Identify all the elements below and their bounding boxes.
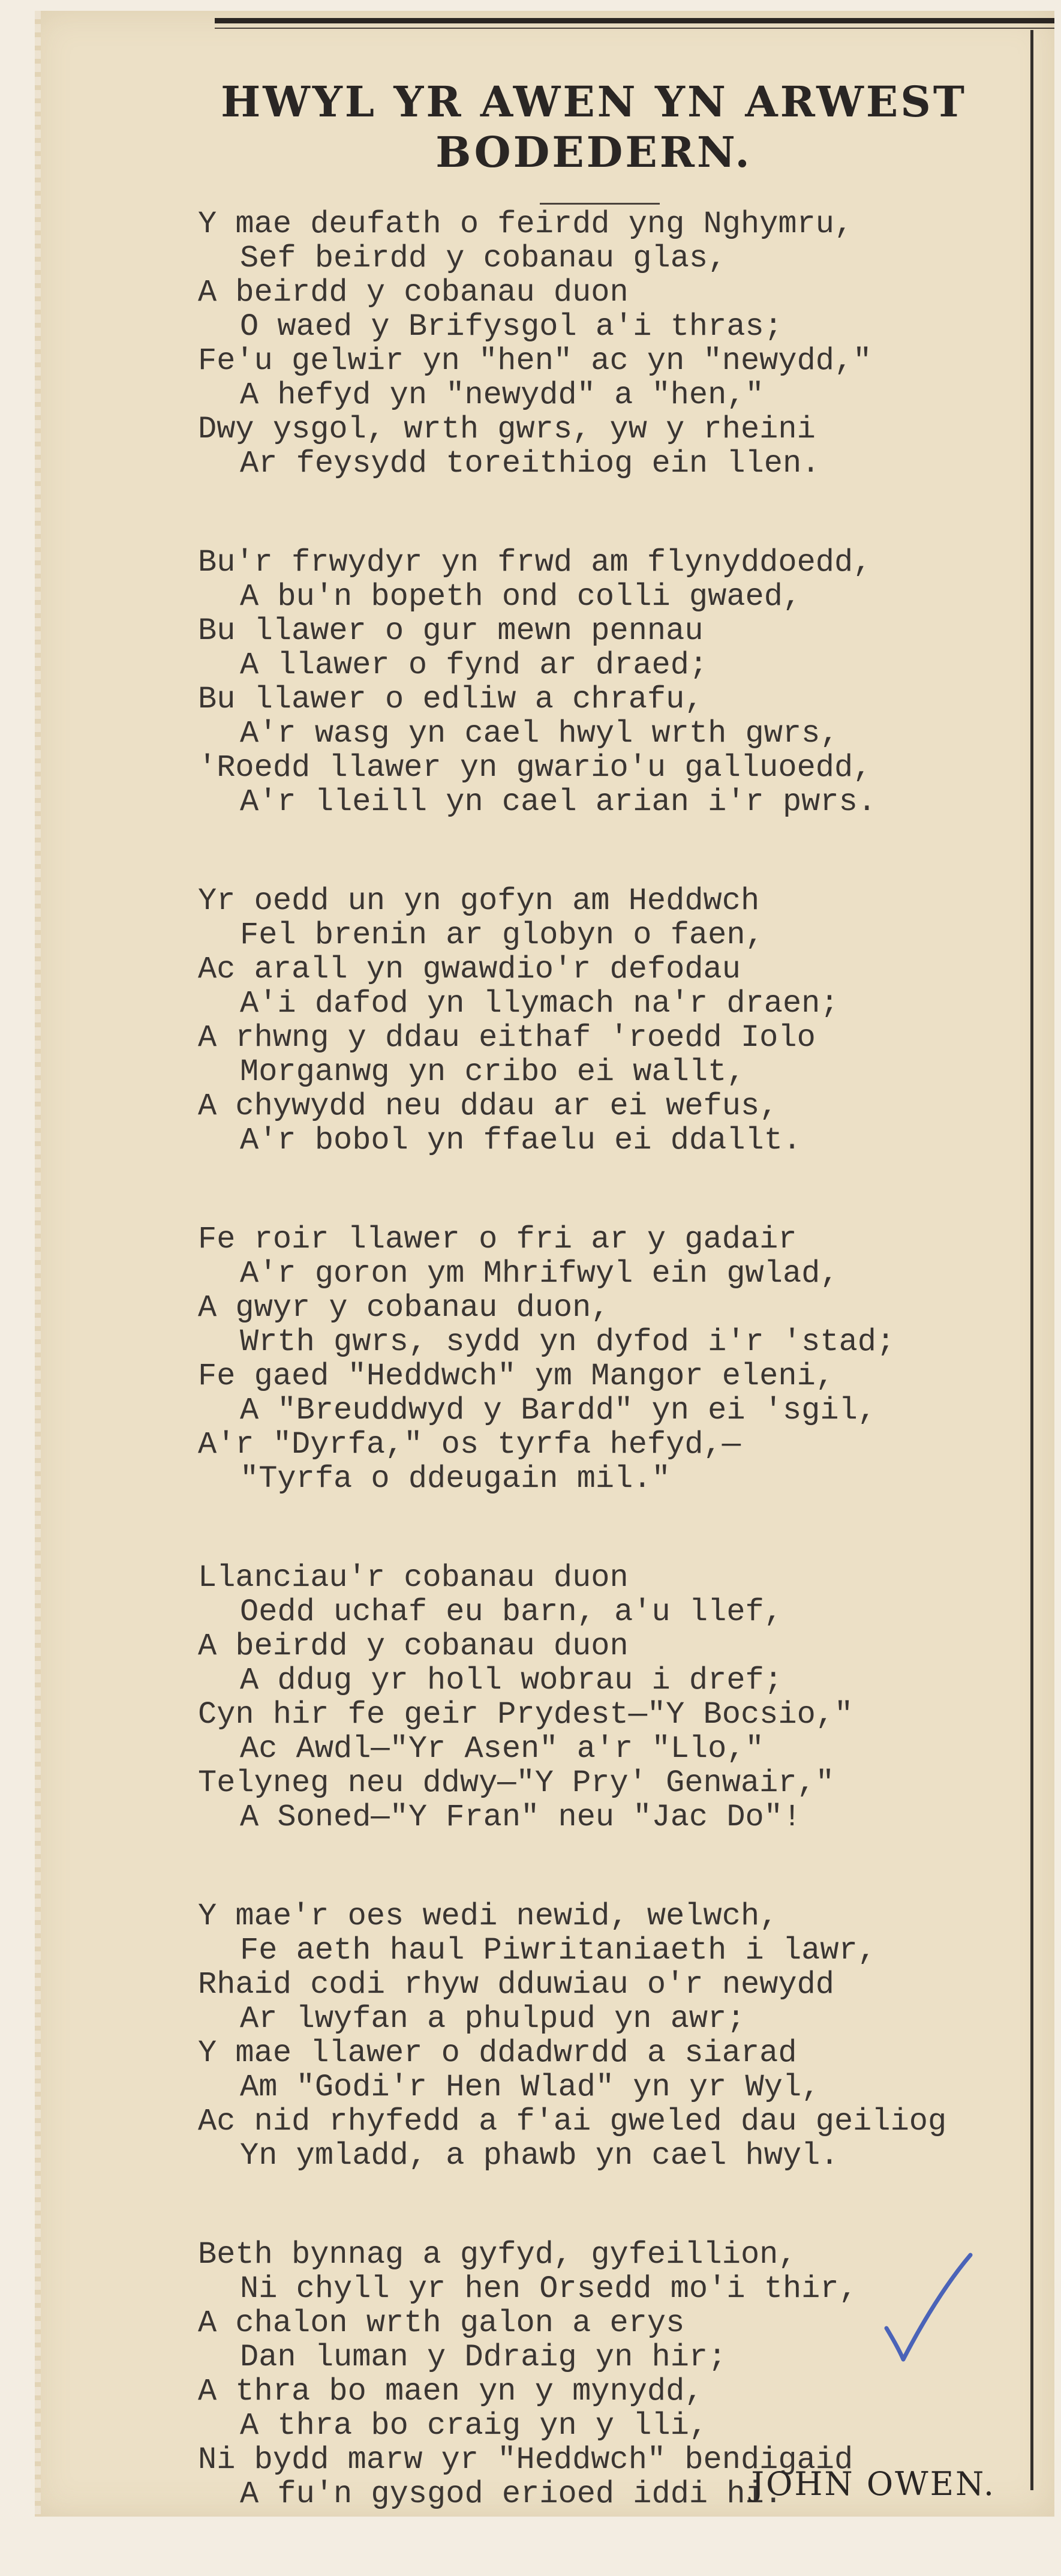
poem-line: Fe'u gelwir yn "hen" ac yn "newydd," [198,343,872,379]
poem-line: A thra bo craig yn y lli, [240,2408,708,2443]
stanza [198,1899,1026,2173]
poem-line: A rhwng y ddau eithaf 'roedd Iolo [198,1020,816,1055]
poem-line: A bu'n bopeth ond colli gwaed, [240,579,802,614]
poem-line: Ar lwyfan a phulpud yn awr; [240,2001,746,2037]
poem-line: A ddug yr holl wobrau i dref; [240,1663,783,1698]
poem-line: A'r goron ym Mhrifwyl ein gwlad, [240,1256,839,1291]
poem-title [180,77,1008,178]
poem-line: A chywydd neu ddau ar ei wefus, [198,1088,779,1124]
poem-line: A "Breuddwyd y Bardd" yn ei 'sgil, [240,1393,876,1428]
tick-mark-icon [880,2250,976,2364]
poem-line: Fel brenin ar globyn o faen, [240,917,764,953]
stanza [198,1561,1026,1834]
poem-line: Ac nid rhyfedd a f'ai gweled dau geiliog [198,2104,947,2139]
author-signature: JOHN OWEN. [751,2465,996,2503]
stanza [198,545,1026,819]
poem-line: Dwy ysgol, wrth gwrs, yw y rheini [198,412,816,447]
poem-line: Ni bydd marw yr "Heddwch" bendigaid [198,2442,853,2478]
poem-line: Bu'r frwydyr yn frwd am flynyddoedd, [198,545,872,580]
poem-line: Yr oedd un yn gofyn am Heddwch [198,883,760,919]
poem-line: O waed y Brifysgol a'i thras; [240,309,783,344]
poem-line: 'Roedd llawer yn gwario'u galluoedd, [198,750,872,785]
poem-line: A chalon wrth galon a erys [198,2305,685,2341]
poem-line: A'r "Dyrfa," os tyrfa hefyd,— [198,1427,741,1462]
poem-line: Morganwg yn cribo ei wallt, [240,1054,746,1090]
poem-line: Y mae deufath o feirdd yng Nghymru, [198,206,853,242]
poem-line: Cyn hir fe geir Prydest—"Y Bocsio," [198,1697,853,1732]
torn-edge [35,11,41,2517]
poem-line: Bu llawer o edliw a chrafu, [198,682,704,717]
poem-line: A beirdd y cobanau duon [198,1629,629,1664]
poem-line: Ar feysydd toreithiog ein llen. [240,446,820,481]
poem-line: Ac Awdl—"Yr Asen" a'r "Llo," [240,1731,764,1767]
poem-line: A'r wasg yn cael hwyl wrth gwrs, [240,716,839,751]
poem-line: A hefyd yn "newydd" a "hen," [240,377,764,413]
poem-line: Wrth gwrs, sydd yn dyfod i'r 'stad; [240,1324,895,1360]
poem-line: A beirdd y cobanau duon [198,275,629,310]
poem-line: "Tyrfa o ddeugain mil." [240,1461,671,1497]
poem-line: A llawer o fynd ar draed; [240,647,708,683]
poem-line: Fe gaed "Heddwch" ym Mangor eleni, [198,1359,834,1394]
poem-line: Y mae llawer o ddadwrdd a siarad [198,2035,797,2071]
poem-line: A fu'n gysgod erioed iddi hi. [240,2476,783,2512]
poem-line: Bu llawer o gur mewn pennau [198,613,704,649]
column-rule [1030,30,1033,2490]
poem-line: Beth bynnag a gyfyd, gyfeillion, [198,2237,797,2272]
poem-line: A'i dafod yn llymach na'r draen; [240,986,839,1021]
title-line-2: BODEDERN. [435,127,752,177]
poem-line: Dan luman y Ddraig yn hir; [240,2340,727,2375]
poem-line: Fe roir llawer o fri ar y gadair [198,1222,797,1257]
stanza [198,884,1026,1157]
title-rule [540,203,660,205]
poem-line: A thra bo maen yn y mynydd, [198,2374,704,2409]
poem-line: Telyneg neu ddwy—"Y Pry' Genwair," [198,1765,834,1801]
poem-line: A'r lleill yn cael arian i'r pwrs. [240,784,876,820]
poem-line: A Soned—"Y Fran" neu "Jac Do"! [240,1800,802,1835]
poem-body [198,207,1026,2576]
poem-line: Ni chyll yr hen Orsedd mo'i thir, [240,2271,858,2307]
title-line-1: HWYL YR AWEN YN ARWEST [221,77,967,127]
poem-line: Rhaid codi rhyw dduwiau o'r newydd [198,1967,834,2002]
poem-line: A'r bobol yn ffaelu ei ddallt. [240,1123,802,1158]
poem-line: Llanciau'r cobanau duon [198,1560,629,1596]
top-rule-thin [215,28,1054,29]
poem-line: Ac arall yn gwawdio'r defodau [198,952,741,987]
stanza [198,207,1026,481]
top-rule [215,18,1054,23]
poem-line: Oedd uchaf eu barn, a'u llef, [240,1594,783,1630]
stanza [198,1222,1026,1496]
poem-line: Y mae'r oes wedi newid, welwch, [198,1899,779,1934]
poem-line: A gwyr y cobanau duon, [198,1290,610,1326]
poem-line: Fe aeth haul Piwritaniaeth i lawr, [240,1933,876,1968]
poem-line: Yn ymladd, a phawb yn cael hwyl. [240,2138,839,2173]
poem-line: Am "Godi'r Hen Wlad" yn yr Wyl, [240,2070,820,2105]
poem-line: Sef beirdd y cobanau glas, [240,241,727,276]
